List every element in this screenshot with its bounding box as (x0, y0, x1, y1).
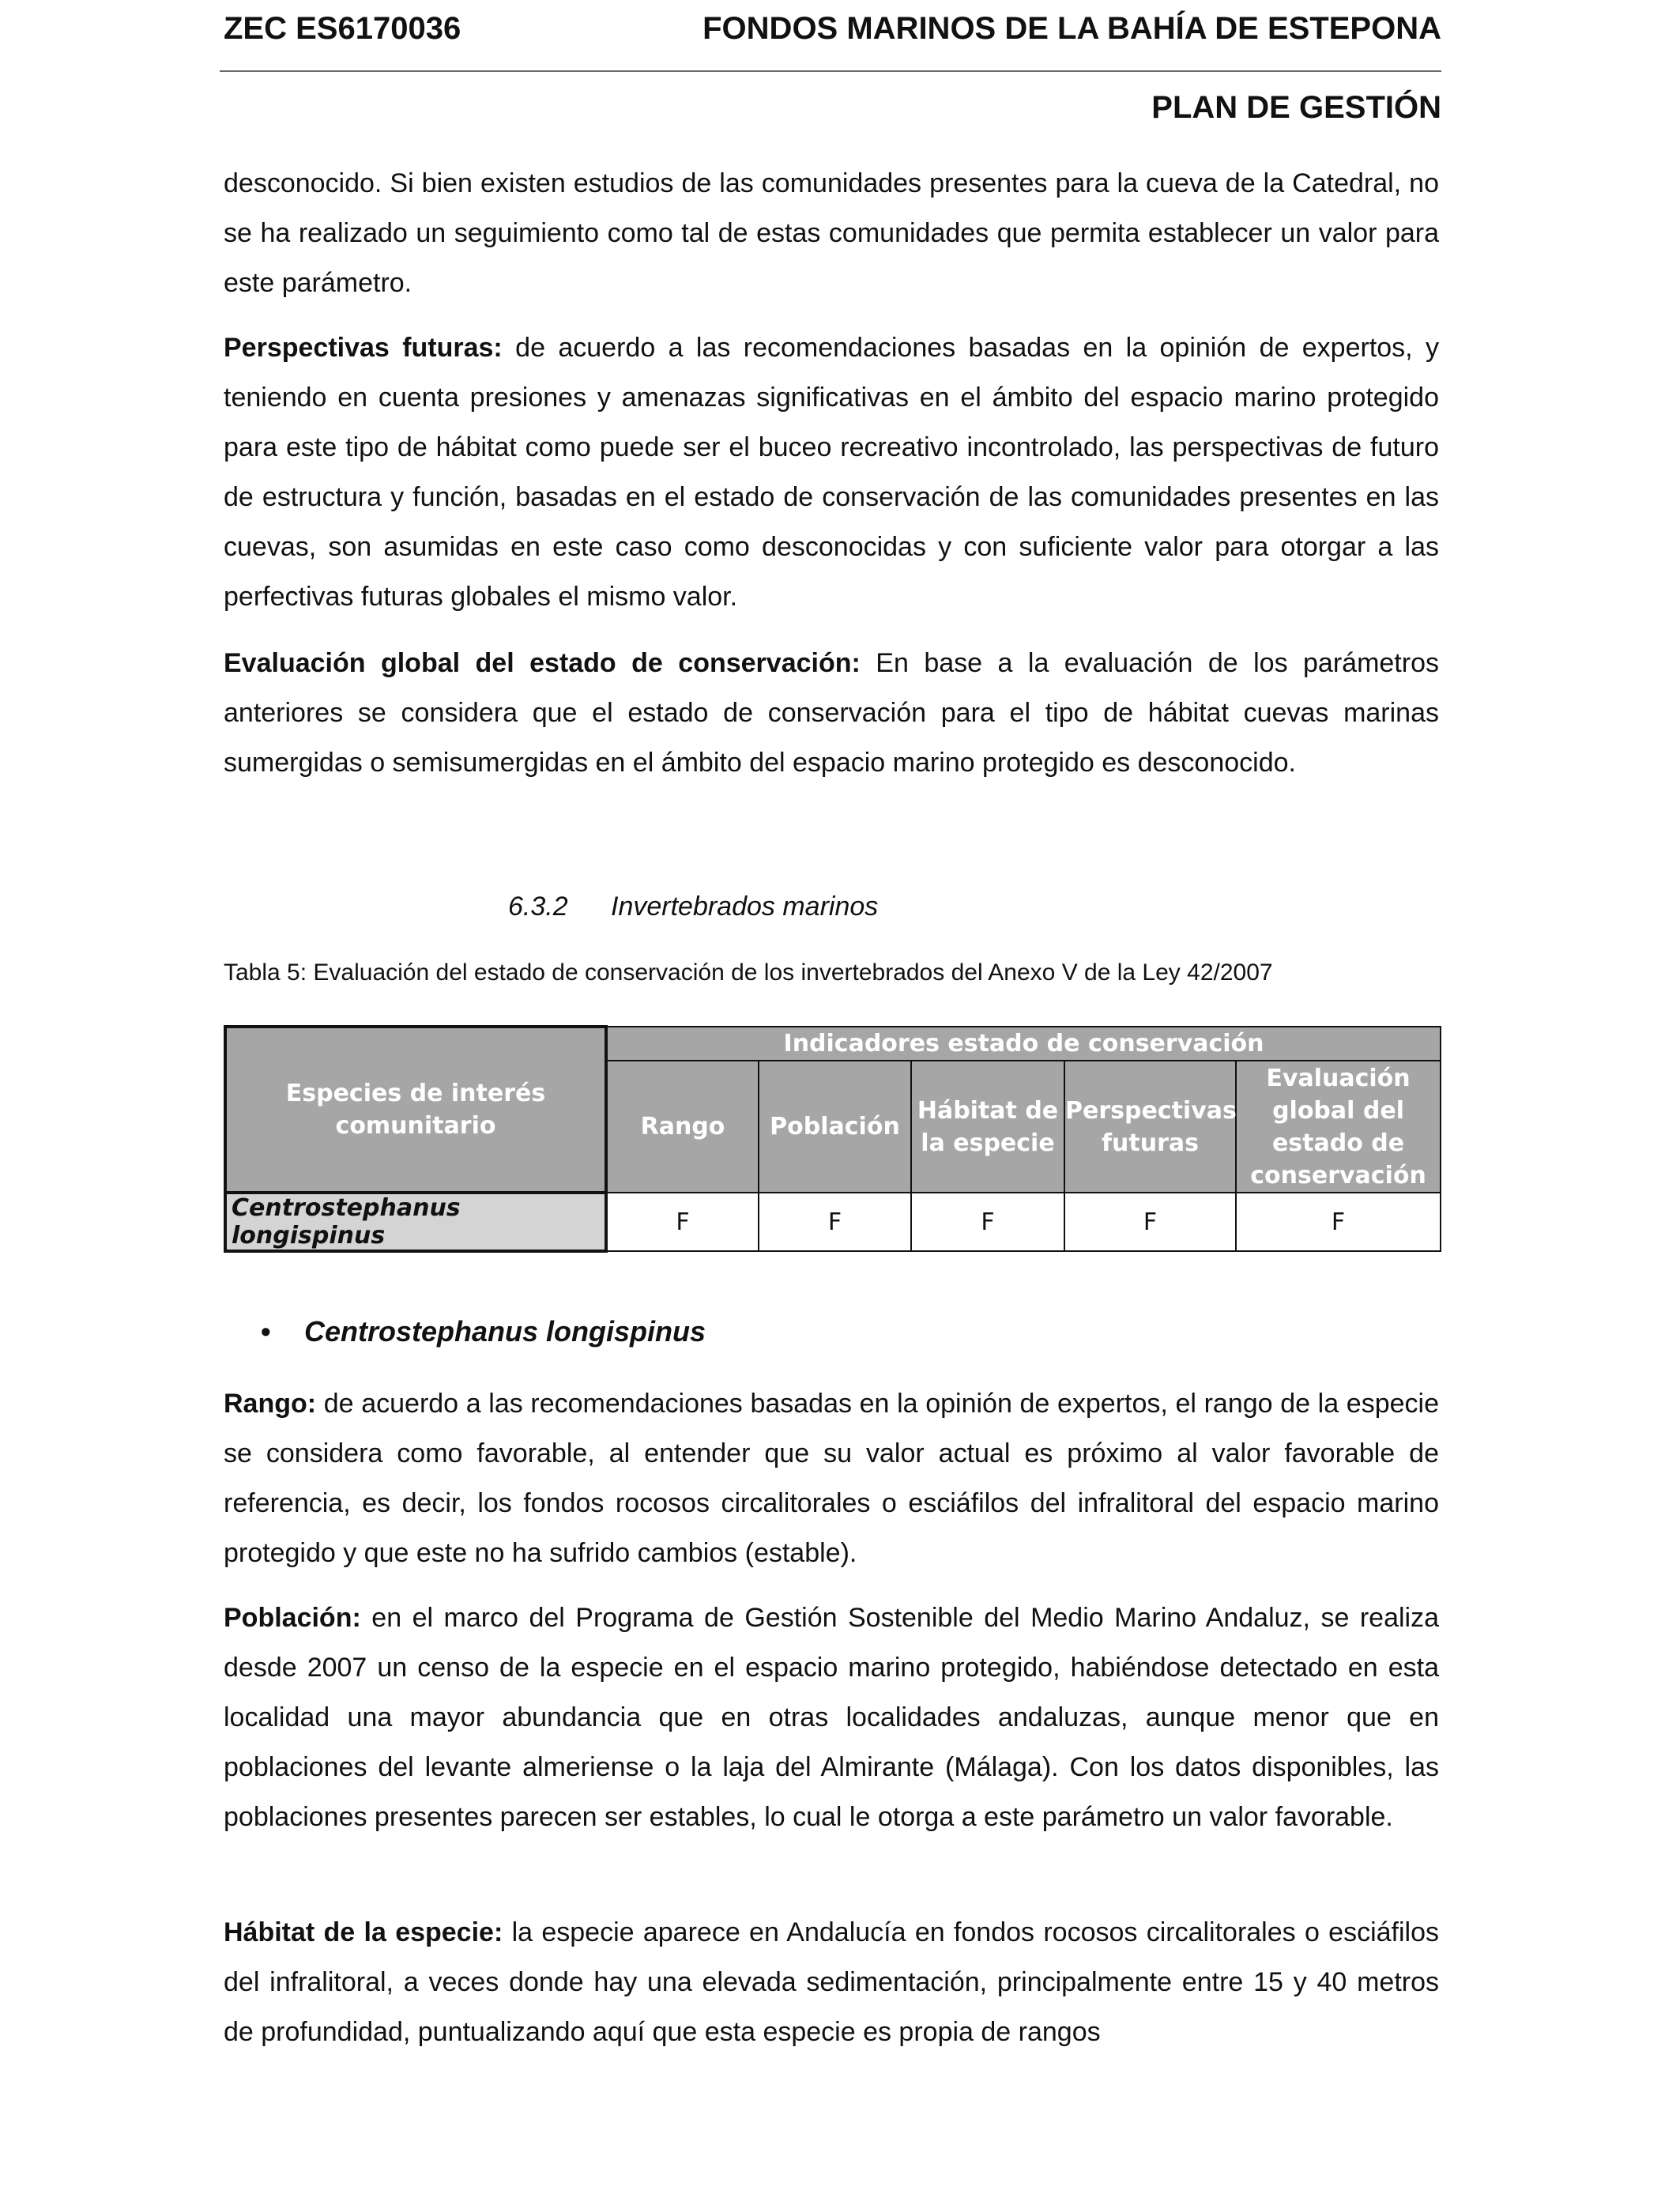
bullet-icon: • (261, 1315, 271, 1348)
paragraph-poblacion (224, 1593, 1439, 1842)
table-header-perspectivas: Perspectivas futuras (1064, 1061, 1236, 1193)
section-heading (508, 892, 878, 922)
paragraph-label: Evaluación global del estado de conservación: (224, 648, 861, 678)
paragraph-text: En base a la evaluación de los parámetros anteriores se considera que el estado de conservación para el tipo de hábitat cuevas marinas sumergidas o semisumergidas en el ámbito del espacio marino protegido es desconocido. (224, 648, 1439, 778)
section-number: 6.3.2 (508, 892, 568, 922)
bullet-text: Centrostephanus longispinus (304, 1315, 706, 1348)
table-header-species: Especies de interés comunitario (225, 1027, 606, 1193)
paragraph-perspectivas (224, 323, 1439, 622)
header-title: FONDOS MARINOS DE LA BAHÍA DE ESTEPONA (703, 11, 1441, 46)
table-header-poblacion: Población (759, 1061, 911, 1193)
header-subtitle: PLAN DE GESTIÓN (1151, 90, 1441, 125)
table-header-habitat: Hábitat de la especie (911, 1061, 1064, 1193)
paragraph-label: Perspectivas futuras: (224, 333, 503, 363)
section-title: Invertebrados marinos (611, 892, 879, 922)
table-cell-poblacion: F (759, 1193, 911, 1251)
paragraph-text: desconocido. Si bien existen estudios de las comunidades presentes para la cueva de la Catedral, no se ha realizado un seguimiento como tal de estas comunidades que permita establecer un valor para este parámetro. (224, 168, 1439, 298)
paragraph-habitat (224, 1908, 1439, 2057)
paragraph-label: Rango: (224, 1389, 317, 1419)
table-cell-habitat: F (911, 1193, 1064, 1251)
bullet-species (261, 1315, 706, 1348)
table-cell-rango: F (606, 1193, 759, 1251)
paragraph-text: de acuerdo a las recomendaciones basadas en la opinión de expertos, el rango de la especie se considera como favorable, al entender que su valor actual es próximo al valor favorable de referencia, es decir, los fondos rocosos circalitorales o esciáfilos del infralitoral del espacio marino protegido y que este no ha sufrido cambios (estable). (224, 1389, 1439, 1568)
paragraph-text: la especie aparece en Andalucía en fondos rocosos circalitorales o esciáfilos del infralitoral, a veces donde hay una elevada sedimentación, principalmente entre 15 y 40 metros de profundidad, puntualizando aquí que esta especie es propia de rangos (224, 1917, 1439, 2047)
table-cell-perspectivas: F (1064, 1193, 1236, 1251)
table-cell-evaluacion: F (1236, 1193, 1441, 1251)
paragraph-label: Hábitat de la especie: (224, 1917, 503, 1947)
paragraph-rango (224, 1379, 1439, 1578)
table-caption: Tabla 5: Evaluación del estado de conservación de los invertebrados del Anexo V de la Ley 42/2007 (224, 959, 1273, 986)
paragraph-text: en el marco del Programa de Gestión Sostenible del Medio Marino Andaluz, se realiza desde 2007 un censo de la especie en el espacio marino protegido, habiéndose detectado en esta localidad una mayor abundancia que en otras localidades andaluzas, aunque menor que en poblaciones del levante almeriense o la laja del Almirante (Málaga). Con los datos disponibles, las poblaciones presentes parecen ser estables, lo cual le otorga a este parámetro un valor favorable. (224, 1603, 1440, 1832)
table-header-rango: Rango (606, 1061, 759, 1193)
paragraph-label: Población: (224, 1603, 361, 1633)
paragraph-text: de acuerdo a las recomendaciones basadas en la opinión de expertos, y teniendo en cuenta presiones y amenazas significativas en el ámbito del espacio marino protegido para este tipo de hábitat como puede ser el buceo recreativo incontrolado, las perspectivas de futuro de estructura y función, basadas en el estado de conservación de las comunidades presentes en las cuevas, son asumidas en este caso como desconocidas y con suficiente valor para otorgar a las perfectivas futuras globales el mismo valor. (224, 333, 1440, 612)
table-header-group: Indicadores estado de conservación (606, 1027, 1441, 1061)
table-cell-species: Centrostephanus longispinus (225, 1193, 606, 1251)
header-code: ZEC ES6170036 (224, 11, 461, 46)
paragraph-desconocido (224, 159, 1439, 308)
conservation-table (224, 1025, 1441, 1253)
table-header-evaluacion: Evaluación global del estado de conservación (1236, 1061, 1441, 1193)
header-divider (220, 70, 1441, 72)
paragraph-evaluacion-global (224, 639, 1439, 788)
table-row (225, 1193, 1441, 1251)
